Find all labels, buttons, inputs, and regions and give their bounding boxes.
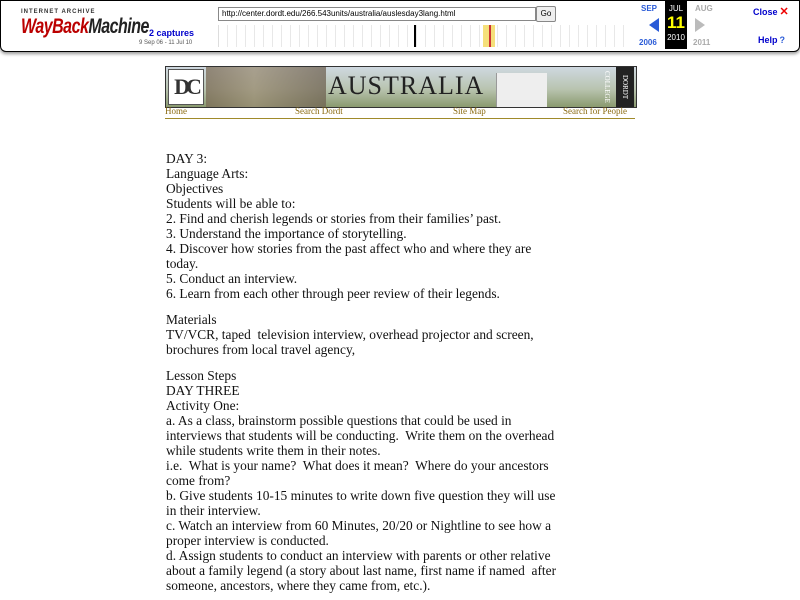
content-line: Students will be able to: <box>166 196 296 211</box>
content-line: in their interview. <box>166 503 261 518</box>
close-label: Close <box>753 7 778 17</box>
paragraph-gap <box>166 357 636 368</box>
cur-month: JUL <box>668 4 684 13</box>
banner-building <box>496 73 547 107</box>
content-line: b. Give students 10-15 minutes to write down five question they will use <box>166 488 556 503</box>
dordt-college-label: DORDT COLLEGE <box>616 67 634 107</box>
timeline-current-tick[interactable] <box>489 25 491 47</box>
help-icon[interactable]: ? <box>779 35 786 45</box>
cur-day: 11 <box>667 13 685 32</box>
current-capture <box>665 1 687 49</box>
close-button[interactable] <box>753 5 789 18</box>
content-line: 3. Understand the importance of storytelling. <box>166 226 407 241</box>
paragraph-gap <box>166 301 636 312</box>
content-line: 5. Conduct an interview. <box>166 271 298 286</box>
site-nav <box>165 106 635 119</box>
content-line: Materials <box>166 312 217 327</box>
content-line: d. Assign students to conduct an interview with parents or other relative <box>166 548 551 563</box>
cur-year: 2010 <box>667 33 685 42</box>
nav-search-people-link[interactable]: Search for People <box>563 106 627 116</box>
content-line: about a family legend (a story about last name, first name if named after <box>166 563 557 578</box>
wayback-logo-a: WayBack <box>21 16 89 39</box>
content-line: Language Arts: <box>166 166 249 181</box>
nav-home-link[interactable]: Home <box>165 106 187 116</box>
wayback-toolbar <box>0 0 800 52</box>
prev-year[interactable]: 2006 <box>639 38 657 47</box>
content-line: today. <box>166 256 199 271</box>
dordt-logo: DC <box>168 69 204 105</box>
content-line: DAY 3: <box>166 151 208 166</box>
close-icon[interactable]: ✕ <box>779 6 789 18</box>
content-line: DAY THREE <box>166 383 240 398</box>
nav-site-map-link[interactable]: Site Map <box>453 106 486 116</box>
content-line: Activity One: <box>166 398 240 413</box>
prev-capture-arrow-icon[interactable] <box>649 18 659 32</box>
nav-search-dordt-link[interactable]: Search Dordt <box>295 106 343 116</box>
captures-range: 9 Sep 06 - 11 Jul 10 <box>139 40 193 46</box>
content-line: Lesson Steps <box>166 368 237 383</box>
content-line: come from? <box>166 473 231 488</box>
capture-timeline[interactable] <box>218 25 629 47</box>
next-year: 2011 <box>693 38 711 47</box>
content-line: i.e. What is your name? What does it mean? Where do your ancestors <box>166 458 549 473</box>
content-line: c. Watch an interview from 60 Minutes, 20/20 or Nightline to see how a <box>166 518 552 533</box>
content-line: 6. Learn from each other through peer review of their legends. <box>166 286 500 301</box>
content-line: 2. Find and cherish legends or stories from their families’ past. <box>166 211 502 226</box>
content-line: a. As a class, brainstorm possible questions that could be used in <box>166 413 512 428</box>
content-line: TV/VCR, taped television interview, overhead projector and screen, <box>166 327 534 342</box>
banner-photo <box>206 67 326 107</box>
content-line: while students write them in their notes. <box>166 443 381 458</box>
content-line: someone, ancestors, where they came from, etc.). <box>166 578 431 593</box>
site-banner <box>165 66 637 108</box>
internet-archive-label: INTERNET ARCHIVE <box>21 9 96 15</box>
content-line: brochures from local travel agency, <box>166 342 356 357</box>
next-month: AUG <box>695 4 713 13</box>
go-button[interactable]: Go <box>536 6 556 22</box>
lesson-content <box>166 151 636 593</box>
url-input[interactable]: http://center.dordt.edu/266.543units/australia/auslesday3lang.html <box>218 7 536 21</box>
banner-title: AUSTRALIA <box>328 71 485 100</box>
next-capture-arrow-icon <box>695 18 705 32</box>
help-button[interactable] <box>758 35 785 45</box>
content-line: proper interview is conducted. <box>166 533 329 548</box>
timeline-capture-tick[interactable] <box>414 25 416 47</box>
help-label: Help <box>758 35 778 45</box>
content-line: interviews that students will be conducting. Write them on the overhead <box>166 428 555 443</box>
content-line: Objectives <box>166 181 224 196</box>
captures-link[interactable]: 2 captures <box>149 28 195 38</box>
wayback-logo[interactable] <box>21 16 149 39</box>
prev-month[interactable]: SEP <box>641 4 658 13</box>
content-line: 4. Discover how stories from the past affect who and where they are <box>166 241 532 256</box>
wayback-logo-b: Machine <box>88 16 149 39</box>
